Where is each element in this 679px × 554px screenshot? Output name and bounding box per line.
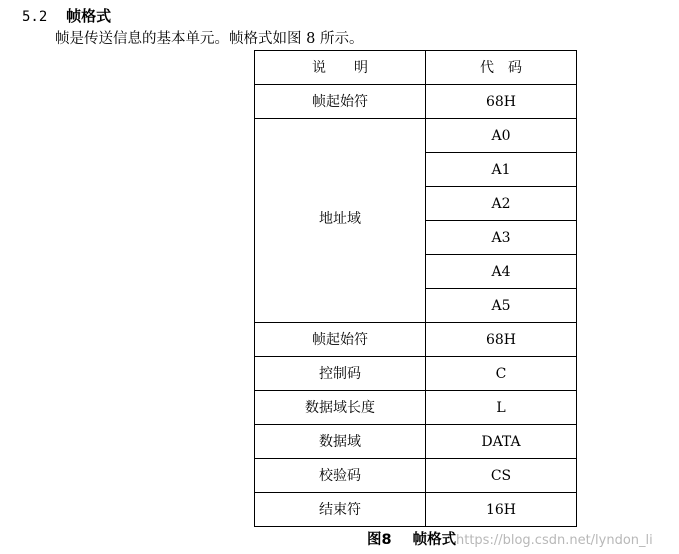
header-desc: 说 明	[255, 51, 426, 85]
address-code-a1: A1	[426, 153, 577, 187]
row-desc: 帧起始符	[255, 85, 426, 119]
table-row	[255, 391, 577, 425]
row-desc: 数据域长度	[255, 391, 426, 425]
section-heading	[22, 6, 111, 27]
row-code: CS	[426, 459, 577, 493]
intro-paragraph: 帧是传送信息的基本单元。帧格式如图 8 所示。	[55, 31, 364, 47]
section-title: 帧格式	[66, 7, 112, 25]
table-row	[255, 357, 577, 391]
table-header-row	[255, 51, 577, 85]
address-code-a4: A4	[426, 255, 577, 289]
row-desc: 校验码	[255, 459, 426, 493]
row-desc: 结束符	[255, 493, 426, 527]
row-desc: 控制码	[255, 357, 426, 391]
row-code: DATA	[426, 425, 577, 459]
watermark-url: https://blog.csdn.net/lyndon_li	[456, 533, 653, 548]
row-code: C	[426, 357, 577, 391]
table-row	[255, 119, 577, 153]
address-code-a0: A0	[426, 119, 577, 153]
address-code-a5: A5	[426, 289, 577, 323]
row-code: 16H	[426, 493, 577, 527]
address-code-a3: A3	[426, 221, 577, 255]
frame-format-table	[254, 50, 577, 527]
row-code: 68H	[426, 323, 577, 357]
top-cropped-text-fragment	[380, 0, 490, 4]
address-code-a2: A2	[426, 187, 577, 221]
figure-caption-title: 帧格式	[412, 532, 457, 548]
table-row	[255, 323, 577, 357]
header-code: 代 码	[426, 51, 577, 85]
row-code: L	[426, 391, 577, 425]
section-number: 5.2	[22, 9, 48, 25]
row-desc: 数据域	[255, 425, 426, 459]
table-row	[255, 425, 577, 459]
row-code: 68H	[426, 85, 577, 119]
table-row	[255, 85, 577, 119]
address-field-desc: 地址域	[255, 119, 426, 323]
table-row	[255, 493, 577, 527]
table-row	[255, 459, 577, 493]
figure-caption	[367, 530, 456, 550]
row-desc: 帧起始符	[255, 323, 426, 357]
figure-caption-number: 图8	[367, 532, 392, 548]
